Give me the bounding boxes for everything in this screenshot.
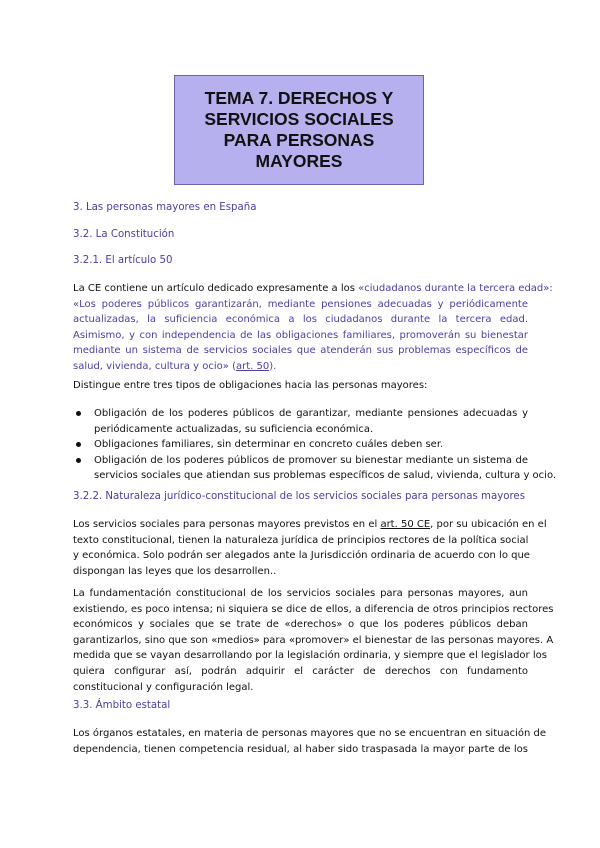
list-item: Obligación de los poderes públicos de garantizar, mediante pensiones adecuadas y periódicamente actualizadas, su suficiencia económica.: [73, 406, 528, 437]
text-line: La CE contiene un artículo dedicado expresamente a los «ciudadanos durante la tercera edad»:: [73, 283, 553, 294]
quote-line: mediante un sistema de servicios sociales que atenderán sus problemas específicos de: [73, 345, 528, 357]
paragraph-state-scope: [73, 726, 546, 757]
paragraph-constitutional-foundation: [73, 586, 554, 695]
list-item: Obligación de los poderes públicos de promover su bienestar mediante un sistema de servicios sociales que atiendan sus problemas específicos de salud, vivienda, cultura y ocio.: [73, 453, 528, 484]
title-line: PARA PERSONAS: [223, 130, 375, 150]
text-line: económicos y sociales que se trate de «derechos» o que los poderes públicos deban: [73, 619, 528, 631]
text-line: texto constitucional, tienen la naturaleza jurídica de principios rectores de la política social: [73, 534, 529, 546]
quote-line: Asimismo, y con independencia de las obligaciones familiares, promoverán su bienestar: [73, 329, 528, 341]
paragraph-article-50: [73, 281, 553, 375]
obligations-list: [73, 406, 557, 484]
heading-section-3-3: 3.3. Ámbito estatal: [73, 700, 171, 711]
title-line: SERVICIOS SOCIALES: [204, 109, 394, 129]
text-line: existiendo, es poco intensa; ni siquiera se dice de ellos, a diferencia de otros principios rectores: [73, 603, 554, 615]
text-line: dependencia, tienen competencia residual, al haber sido traspasada la mayor parte de los: [73, 743, 528, 755]
text-line: La fundamentación constitucional de los servicios sociales para personas mayores, aun: [73, 588, 528, 599]
text-line: garantizarlos, sino que son «medios» para «promover» el bienestar de las personas mayores. A: [73, 634, 554, 646]
text-line: Los servicios sociales para personas mayores previstos en el art. 50 CE, por su ubicación en el: [73, 519, 547, 530]
bullet-icon: [76, 442, 81, 447]
text-line: Distingue entre tres tipos de obligaciones hacia las personas mayores:: [73, 380, 428, 391]
paragraph-obligations-intro: [73, 378, 528, 394]
title-box: [174, 75, 424, 185]
title-line: TEMA 7. DERECHOS Y: [204, 88, 394, 108]
bullet-icon: [76, 411, 81, 416]
text-line: Los órganos estatales, en materia de personas mayores que no se encuentran en situación de: [73, 728, 546, 739]
quote-line: «Los poderes públicos garantizarán, mediante pensiones adecuadas y periódicamente: [73, 298, 528, 310]
heading-section-3-2-1: 3.2.1. El artículo 50: [73, 255, 173, 266]
text-line: medida que se vayan desarrollando por la legislación ordinaria, y siempre que el legislador los: [73, 650, 547, 662]
list-item: Obligaciones familiares, sin determinar en concreto cuáles deben ser.: [73, 437, 528, 453]
quote-line: actualizadas, la suficiencia económica a los ciudadanos durante la tercera edad.: [73, 314, 528, 326]
art-50-link[interactable]: art. 50: [235, 360, 270, 372]
heading-section-3: 3. Las personas mayores en España: [73, 202, 257, 213]
bullet-icon: [76, 458, 81, 463]
heading-section-3-2: 3.2. La Constitución: [73, 229, 175, 240]
text-line: quiera configurar así, podrán adquirir el carácter de derechos con fundamento: [73, 665, 528, 677]
quote-line: salud, vivienda, cultura y ocio» (art. 50).: [73, 360, 277, 372]
text-line: y económica. Solo podrán ser alegados ante la Jurisdicción ordinaria de acuerdo con lo que: [73, 550, 530, 562]
title-line: MAYORES: [255, 151, 343, 171]
paragraph-legal-nature: [73, 517, 547, 579]
text-line: constitucional y configuración legal.: [73, 681, 254, 693]
art-50-ce-link[interactable]: art. 50 CE: [380, 519, 431, 530]
heading-section-3-2-2: 3.2.2. Naturaleza jurídico-constitucional de los servicios sociales para personas mayores: [73, 491, 526, 502]
text-line: dispongan las leyes que los desarrollen..: [73, 565, 277, 577]
